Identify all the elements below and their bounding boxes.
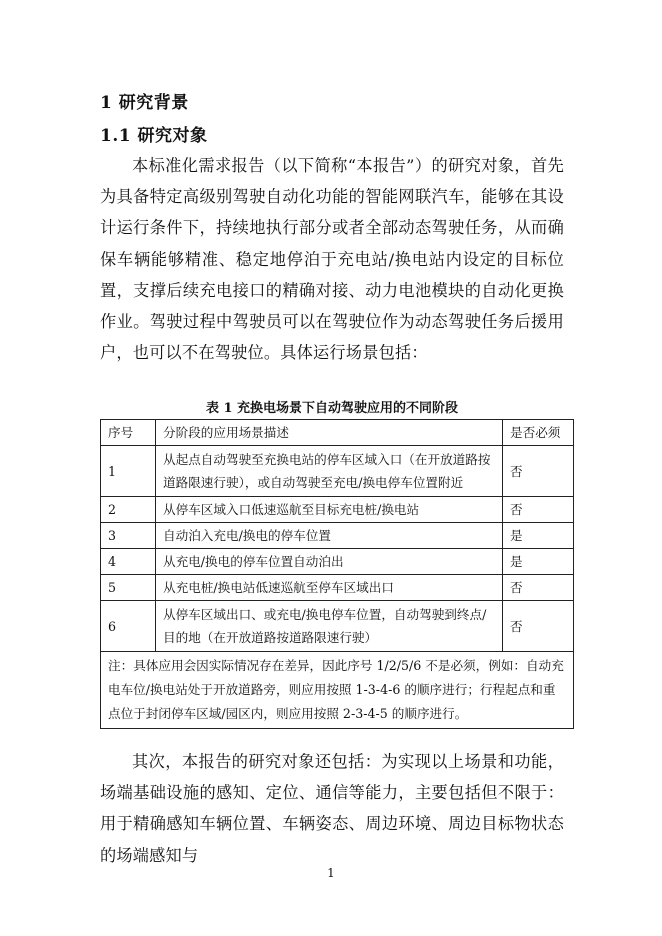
subsection-heading: 1.1 研究对象 [100, 126, 208, 146]
row-required: 否 [503, 601, 574, 652]
header-cell-no: 序号 [101, 420, 156, 446]
row-required: 是 [503, 549, 574, 575]
row-no: 1 [101, 446, 156, 497]
row-desc: 从起点自动驾驶至充换电站的停车区域入口（在开放道路按道路限速行驶），或自动驾驶至充电/换电停车位置附近 [156, 446, 503, 497]
row-desc: 从充电桩/换电站低速巡航至停车区域出口 [156, 575, 503, 601]
table-row [101, 446, 574, 497]
page-number: 1 [327, 866, 335, 880]
row-required: 否 [503, 497, 574, 523]
header-cell-desc: 分阶段的应用场景描述 [156, 420, 503, 446]
table-row [101, 575, 574, 601]
table-caption: 表 1 充换电场景下自动驾驶应用的不同阶段 [205, 401, 459, 416]
table-note-row [101, 652, 574, 729]
row-no: 5 [101, 575, 156, 601]
row-required: 否 [503, 575, 574, 601]
section-heading: 1 研究背景 [100, 93, 189, 113]
table-note: 注：具体应用会因实际情况存在差异，因此序号 1/2/5/6 不是必须，例如：自动充电车位/换电站处于开放道路旁，则应用按照 1-3-4-6 的顺序进行；行程起点和重点位于封闭停车区域/园区内，则应用按照 2-3-4-5 的顺序进行。 [101, 652, 574, 729]
second-paragraph: 其次，本报告的研究对象还包括：为实现以上场景和功能，场端基础设施的感知、定位、通信等能力，主要包括但不限于：用于精确感知车辆位置、车辆姿态、周边环境、周边目标物状态的场端感知与 [100, 752, 564, 865]
intro-paragraph: 本标准化需求报告（以下简称“本报告”）的研究对象，首先为具备特定高级别驾驶自动化功能的智能网联汽车，能够在其设计运行条件下，持续地执行部分或者全部动态驾驶任务，从而确保车辆能够精准、稳定地停泊于充电站/换电站内设定的目标位置，支撑后续充电接口的精确对接、动力电池模块的自动化更换作业。驾驶过程中驾驶员可以在驾驶位作为动态驾驶任务后援用户，也可以不在驾驶位。具体运行场景包括： [100, 156, 564, 363]
table-row [101, 549, 574, 575]
row-no: 6 [101, 601, 156, 652]
row-no: 3 [101, 523, 156, 549]
table-row [101, 523, 574, 549]
table-row [101, 601, 574, 652]
row-required: 是 [503, 523, 574, 549]
header-cell-required: 是否必须 [503, 420, 574, 446]
row-no: 4 [101, 549, 156, 575]
row-desc: 从充电/换电的停车位置自动泊出 [156, 549, 503, 575]
table-row [101, 497, 574, 523]
row-desc: 从停车区域入口低速巡航至目标充电桩/换电站 [156, 497, 503, 523]
table-header-row [101, 420, 574, 446]
stages-table [100, 419, 574, 729]
row-desc: 自动泊入充电/换电的停车位置 [156, 523, 503, 549]
row-no: 2 [101, 497, 156, 523]
row-desc: 从停车区域出口、或充电/换电停车位置，自动驾驶到终点/目的地（在开放道路按道路限速行驶） [156, 601, 503, 652]
row-required: 否 [503, 446, 574, 497]
